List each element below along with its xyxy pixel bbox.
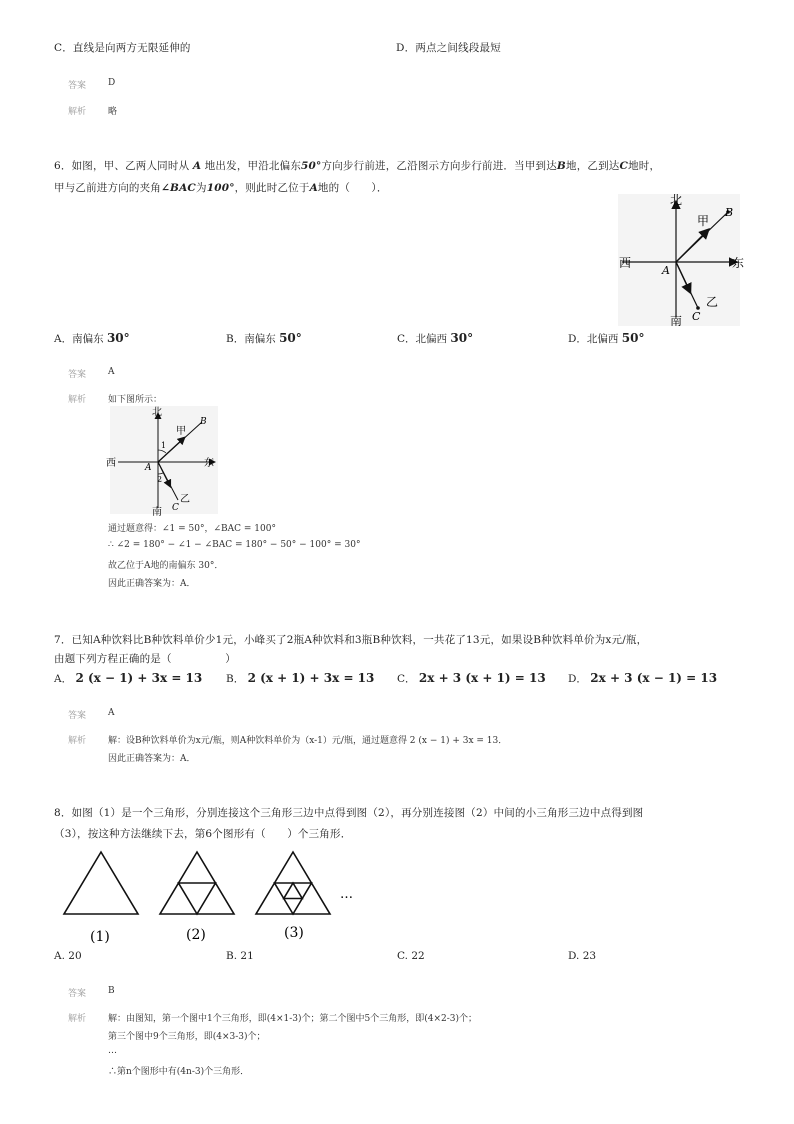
sol-fig-point-a: A [145,463,152,473]
q8-answer-label: 答案 [68,989,87,999]
sol-fig-angle-1: 1 [161,441,167,450]
q6-stem-line1: 6．如图，甲、乙两人同时从 A 地出发，甲沿北偏东50°方向步行前进，乙沿图示方向步行前进．当甲到达B地，乙到达C地时， [54,160,661,172]
fig-point-a: A [662,264,670,277]
sol-fig-east: 东 [204,458,214,469]
q8-fig-label-3: (3) [284,925,304,941]
q8-option-a: A. 20 [54,950,82,962]
q6-analysis-intro: 如下图所示： [108,395,163,405]
q7-option-a: A． 2 (x − 1) + 3x = 13 [54,671,203,685]
q7-option-c: C． 2x + 3 (x + 1) = 13 [397,671,546,685]
q7-solution-line2: 因此正确答案为：A． [108,754,196,764]
q8-solution-line2: 第三个图中9个三角形，即(4×3-3)个； [108,1032,266,1042]
fig-point-b: B [725,206,734,219]
q6-answer-value: A [108,367,115,377]
q6-option-a: A．南偏东 30° [54,331,130,345]
q8-fig-label-2: (2) [186,927,206,943]
sol-fig-south: 南 [152,507,162,516]
q5-answer-value: D [108,78,116,88]
q7-option-d: D． 2x + 3 (x − 1) = 13 [568,671,718,685]
sol-fig-north: 北 [152,407,162,418]
q8-option-b: B. 21 [226,950,254,962]
q5-option-d: D．两点之间线段最短 [396,42,501,54]
q6-compass-figure [612,192,746,328]
q7-answer-value: A [108,708,115,718]
fig-south-label: 南 [670,314,683,328]
q8-ellipsis: … [340,887,353,902]
q8-stem-line2: （3），按这种方法继续下去，第6个图形有（ ）个三角形． [54,828,352,840]
q5-option-c: C．直线是向两方无限延伸的 [54,42,191,54]
q8-option-d: D. 23 [568,950,597,962]
q8-solution-line1: 解：由图知，第一个图中1个三角形，即(4×1-3)个；第二个图中5个三角形，即(4×2-3)个； [108,1014,478,1024]
q8-option-c: C. 22 [397,950,425,962]
q6-solution-line2: ∴ ∠2 = 180° − ∠1 − ∠BAC = 180° − 50° − 100° = 30° [108,540,361,550]
q6-solution-figure [104,404,220,516]
fig-yi-label: 乙 [706,295,719,309]
q6-option-d: D．北偏西 50° [568,331,645,345]
q6-option-b: B．南偏东 50° [226,331,302,345]
sol-fig-west: 西 [106,458,116,469]
triangle-fig-2 [160,852,234,914]
fig-point-c: C [692,310,701,323]
q6-answer-label: 答案 [68,370,87,380]
q5-analysis-value: 略 [108,107,118,117]
q6-solution-line3: 故乙位于A地的南偏东 30°． [108,561,224,571]
sol-fig-jia: 甲 [176,426,186,437]
triangle-fig-3 [256,852,330,914]
q8-analysis-label: 解析 [68,1014,87,1024]
q6-solution-line4: 因此正确答案为：A． [108,579,196,589]
fig-north-label: 北 [670,193,683,207]
sol-fig-point-b: B [200,417,207,427]
sol-fig-point-c: C [172,503,179,513]
q7-analysis-label: 解析 [68,736,87,746]
fig-jia-label: 甲 [697,214,710,228]
fig-east-label: 东 [732,256,745,270]
q7-answer-label: 答案 [68,711,87,721]
q7-solution-line1: 解：设B种饮料单价为x元/瓶，则A种饮料单价为（x-1）元/瓶，通过题意得 2 (x − 1) + 3x = 13． [108,736,508,746]
q6-analysis-label: 解析 [68,395,87,405]
q8-triangle-figures [56,846,376,946]
q8-stem-line1: 8．如图（1）是一个三角形，分别连接这个三角形三边中点得到图（2），再分别连接图（2）中间的小三角形三边中点得到图 [54,807,644,819]
q6-stem-line2: 甲与乙前进方向的夹角∠BAC为100°，则此时乙位于A地的（ ）． [54,182,388,194]
q7-stem-line1: 7．已知A种饮料比B种饮料单价少1元，小峰买了2瓶A种饮料和3瓶B种饮料，一共花了13元，如果设B种饮料单价为x元/瓶， [54,634,648,646]
sol-fig-angle-2: 2 [157,475,163,484]
q5-analysis-label: 解析 [68,107,87,117]
q8-solution-line4: ∴第n个图形中有(4n-3)个三角形． [108,1067,250,1077]
q6-option-c: C．北偏西 30° [397,331,474,345]
q7-option-b: B． 2 (x + 1) + 3x = 13 [226,671,375,685]
q8-solution-line3: … [108,1046,117,1056]
q6-solution-line1: 通过题意得：∠1 = 50°，∠BAC = 100° [108,524,276,534]
triangle-fig-1 [64,852,138,914]
q8-answer-value: B [108,986,115,996]
sol-fig-yi: 乙 [180,494,190,505]
q8-fig-label-1: (1) [90,929,110,945]
q5-answer-label: 答案 [68,81,87,91]
fig-west-label: 西 [619,256,632,270]
q7-stem-line2: 由题下列方程正确的是（ ） [54,653,236,665]
